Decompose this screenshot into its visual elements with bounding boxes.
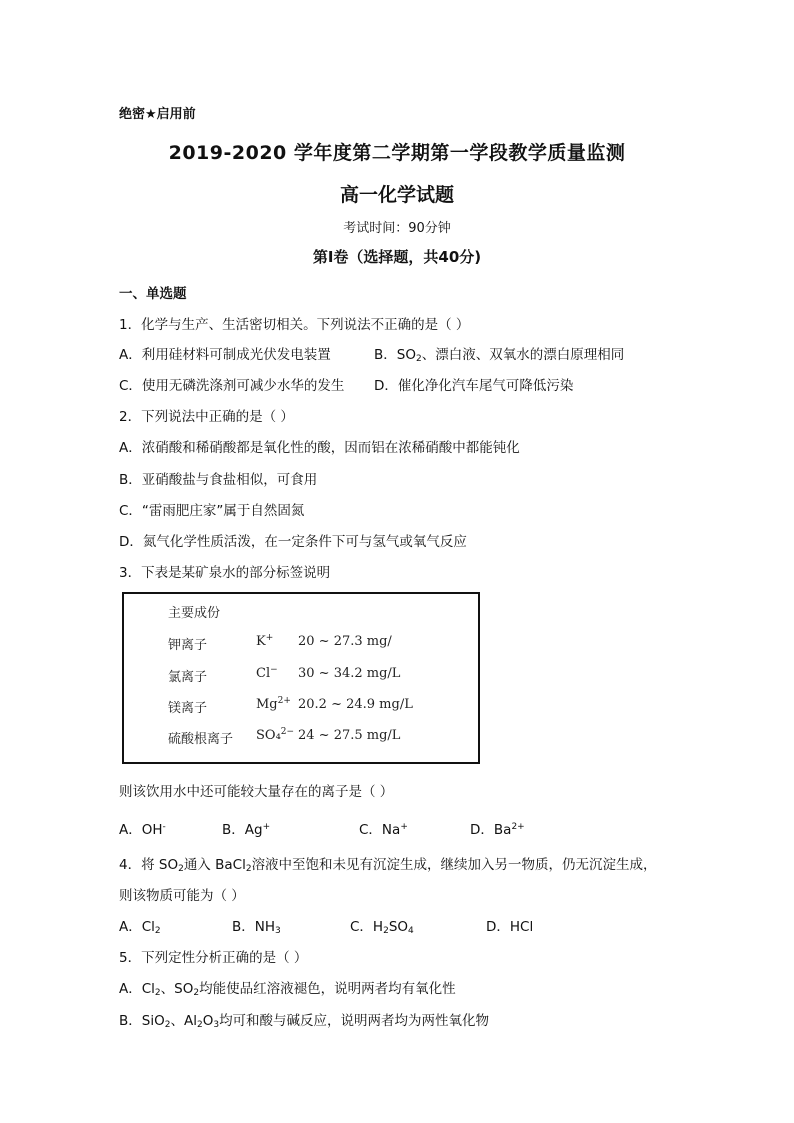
label-row-name: 钾离子 <box>168 638 208 653</box>
q3-option-a: A．OH- <box>119 822 166 838</box>
q2-option-a: A．浓硝酸和稀硝酸都是氧化性的酸，因而铝在浓稀硝酸中都能钝化 <box>119 440 520 456</box>
secret-mark: 绝密★启用前 <box>119 107 196 122</box>
q5-stem: 5．下列定性分析正确的是（ ） <box>119 950 308 966</box>
q3-option-c: C．Na+ <box>359 822 408 838</box>
label-row-range: 30 ~ 34.2 mg/L <box>298 666 401 681</box>
q5-option-a: A．$Cl_2$、$SO_2$均能使品红溶液褪色，说明两者均有氧化性 <box>119 981 456 998</box>
q1-stem: 1．化学与生产、生活密切相关。下列说法不正确的是（ ） <box>119 317 470 333</box>
q1-option-b: B．$SO_2$、漂白液、双氧水的漂白原理相同 <box>374 347 625 364</box>
label-row-name: 硫酸根离子 <box>168 732 234 747</box>
q1-option-c: C．使用无磷洗涤剂可减少水华的发生 <box>119 378 345 394</box>
q4-stem: 4．将 $SO_2$通入 BaCl$_2$溶液中至饱和未见有沉淀生成，继续加入另一物质，仍无沉淀生成， <box>119 857 657 874</box>
label-row-ion: SO₄$^{2-}$ <box>256 727 295 743</box>
exam-time: 考试时间：90分钟 <box>343 221 451 236</box>
q5-option-b: B．SiO$_2$、$Al_2O_3$均可和酸与碱反应，说明两者均为两性氧化物 <box>119 1013 490 1030</box>
q2-option-b: B．亚硝酸盐与食盐相似，可食用 <box>119 472 318 488</box>
q3-option-b: B．Ag+ <box>222 822 271 838</box>
label-row-range: 20 ~ 27.3 mg/ <box>298 634 392 649</box>
label-row-ion: Cl− <box>256 665 278 681</box>
label-row-ion: $Mg^{2+}$ <box>256 696 291 712</box>
label-row-name: 氯离子 <box>168 670 208 685</box>
q2-option-c: C．“雷雨肥庄家”属于自然固氮 <box>119 503 305 519</box>
q3-question: 则该饮用水中还可能较大量存在的离子是（ ） <box>119 784 394 800</box>
q2-option-d: D．氮气化学性质活泼，在一定条件下可与氢气或氧气反应 <box>119 534 467 550</box>
q4-stem-line2: 则该物质可能为（ ） <box>119 888 245 904</box>
volume-heading: 第Ⅰ卷（选择题，共40分) <box>312 248 482 266</box>
q4-option-a: A．$Cl_2$ <box>119 919 161 936</box>
label-row-range: 24 ~ 27.5 mg/L <box>298 728 401 743</box>
label-row-ion: K+ <box>256 633 274 649</box>
q1-option-a: A．利用硅材料可制成光伏发电装置 <box>119 347 331 363</box>
page-subtitle: 高一化学试题 <box>339 184 454 206</box>
mineral-water-label <box>122 592 480 764</box>
q3-stem: 3．下表是某矿泉水的部分标签说明 <box>119 565 331 581</box>
label-heading: 主要成份 <box>168 606 221 621</box>
q2-stem: 2．下列说法中正确的是（ ） <box>119 409 294 425</box>
q4-option-c: C．$H_2SO_4$ <box>350 919 414 936</box>
section-heading: 一、单选题 <box>119 286 187 302</box>
q4-option-d: D．HCl <box>486 919 534 935</box>
page-title: 2019-2020 学年度第二学期第一学段教学质量监测 <box>168 142 626 164</box>
label-row-name: 镁离子 <box>168 701 208 716</box>
label-row-range: 20.2 ~ 24.9 mg/L <box>298 697 413 712</box>
q3-option-d: D．$Ba^{2+}$ <box>470 822 525 838</box>
q1-option-d: D．催化净化汽车尾气可降低污染 <box>374 378 574 394</box>
q4-option-b: B．$NH_3$ <box>232 919 281 936</box>
